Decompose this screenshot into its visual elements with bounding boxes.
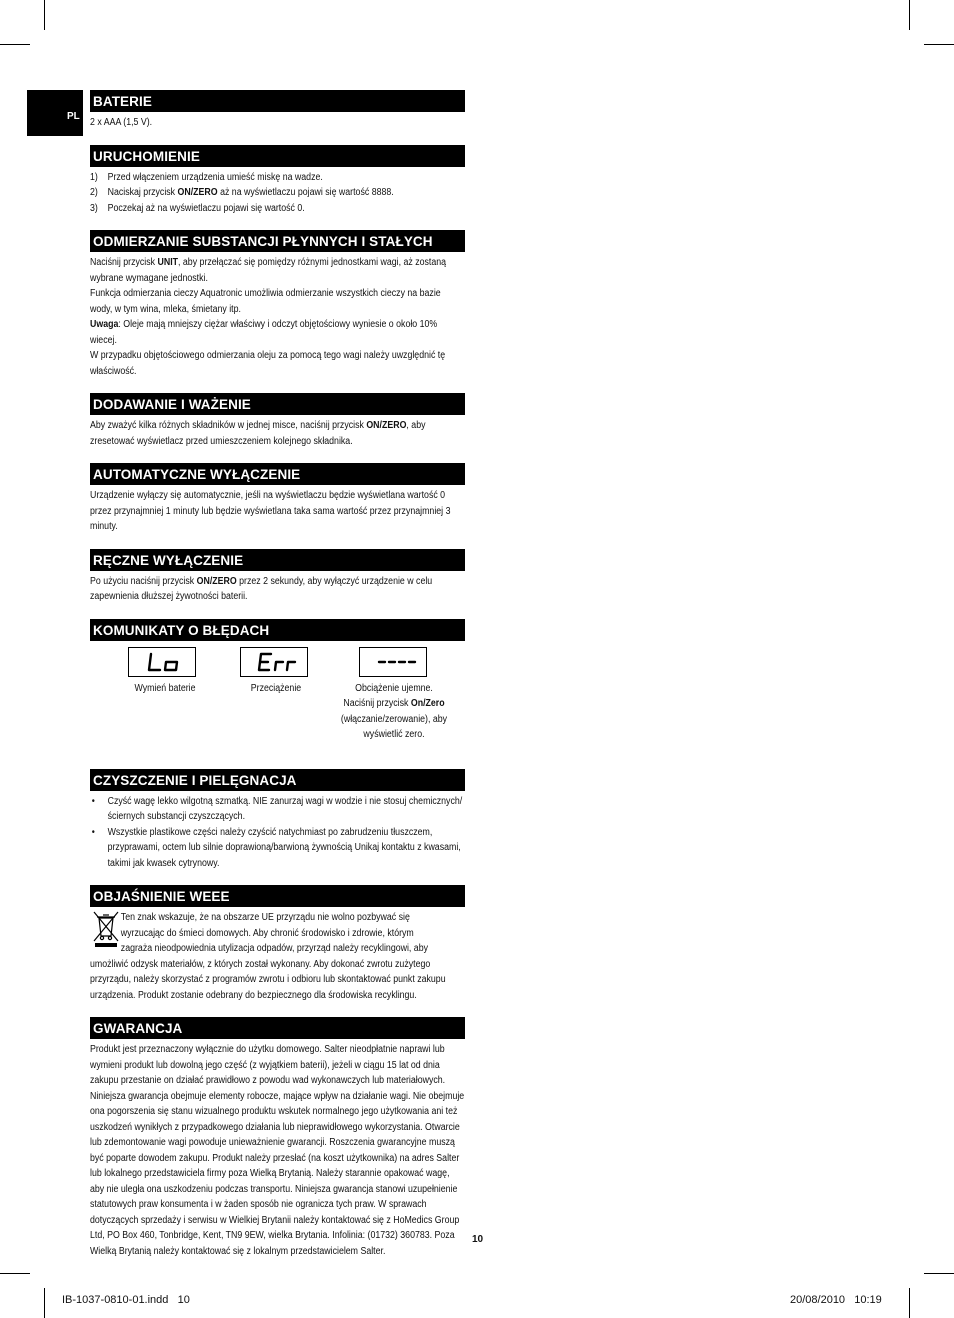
list-item — [90, 185, 465, 201]
list-text: Czyść wagę lekko wilgotną szmatką. NIE zanurzaj wagi w wodzie i nie stosuj chemicznych/ściernych substancji czyszczących. — [107, 795, 463, 822]
section-czyszczenie — [90, 769, 465, 872]
text: Naciśnij przycisk — [343, 698, 411, 709]
section-heading: ODMIERZANIE SUBSTANCJI PŁYNNYCH I STAŁYCH — [90, 230, 465, 252]
weee-line: wyrzucając do śmieci domowych. Aby chronić środowisko i zdrowie, którym — [120, 927, 414, 939]
text: przez 2 sekundy, aby wyłączyć urządzenie w celu zapewnienia dłuższej żywotności baterii. — [90, 575, 433, 602]
section-body — [90, 112, 465, 131]
section-uruchomienie — [90, 145, 465, 217]
bullet: • — [91, 795, 95, 807]
list-text: aż na wyświetlaczu pojawi się wartość 8888. — [217, 187, 394, 198]
list-number: 2) — [90, 187, 98, 198]
list-item — [90, 794, 465, 825]
crop-mark — [44, 1288, 45, 1318]
section-heading: RĘCZNE WYŁĄCZENIE — [90, 549, 465, 571]
section-body — [90, 415, 465, 449]
text: Po użyciu naciśnij przycisk — [90, 575, 197, 587]
section-body — [90, 907, 465, 1003]
caption-line: (włączanie/zerowanie), aby wyświetlić zero. — [340, 713, 448, 740]
section-manual-off — [90, 549, 465, 605]
language-tab — [27, 90, 83, 136]
paragraph — [90, 317, 465, 348]
list-text: Wszystkie plastikowe części należy czyścić natychmiast po zabrudzeniu tłuszczem, przyprawami, octem lub silnie doprawioną/barwioną żywnością Unikaj kontaktu z kwasami, takimi jak kwasek cytrynowy. — [107, 826, 461, 869]
section-auto-off — [90, 463, 465, 535]
section-gwarancja — [90, 1017, 465, 1259]
text: , aby przełączać się pomiędzy różnymi jednostkami wagi, aż zostaną wybrane wymagane jednostki. — [90, 257, 447, 284]
paragraph — [90, 255, 465, 286]
note-label: Uwaga — [90, 319, 119, 330]
paragraph: W przypadku objętościowego odmierzania oleju za pomocą tego wagi należy uwzględnić tę właściwość. — [90, 350, 446, 377]
button-name: ON/ZERO — [366, 420, 407, 431]
paragraph: Funkcja odmierzania cieczy Aquatronic umożliwia odmierzanie wszystkich cieczy na bazie wody, w tym wina, mleka, śmietany itp. — [90, 288, 441, 315]
list-text: Przed włączeniem urządzenia umieść miskę na wadze. — [107, 171, 323, 183]
text: : Oleje mają mniejszy ciężar właściwy i odczyt objętościowy wyniesie o około 10% wiecej. — [90, 319, 438, 346]
section-heading: DODAWANIE I WAŻENIE — [90, 393, 465, 415]
section-body — [90, 791, 465, 872]
button-name: On/Zero — [410, 698, 445, 709]
section-heading: URUCHOMIENIE — [90, 145, 465, 167]
crop-mark — [909, 0, 910, 30]
section-heading: CZYSZCZENIE I PIELĘGNACJA — [90, 769, 465, 791]
list-text: Naciskaj przycisk — [107, 187, 178, 198]
weee-line: zagraża nieodpowiednia utylizacja odpadów, przyrząd należy recyklingowi, aby — [120, 943, 429, 954]
list-number: 3) — [90, 202, 98, 214]
crop-mark — [924, 1273, 954, 1274]
weee-body — [90, 907, 465, 1003]
list-number: 1) — [90, 171, 98, 183]
lcd-display-err — [240, 647, 308, 677]
section-body — [90, 1039, 465, 1259]
section-body — [90, 252, 465, 379]
lcd-display-dashes — [359, 647, 427, 677]
bullet: • — [91, 826, 95, 838]
lcd-lo-glyph — [129, 648, 195, 676]
caption-line: Obciążenie ujemne. — [355, 682, 433, 694]
paragraph — [90, 574, 465, 605]
crop-mark — [0, 44, 30, 45]
list-item — [90, 825, 465, 872]
list-item — [90, 170, 465, 186]
crop-mark — [924, 44, 954, 45]
content-column — [90, 90, 465, 1273]
page-number: 10 — [472, 1234, 484, 1245]
section-baterie — [90, 90, 465, 131]
warranty-text: Produkt jest przeznaczony wyłącznie do użytku domowego. Salter nieodpłatnie naprawi lub wymieni produkt lub dowolną jego część (z wyjątkiem baterii), jeżeli w ciągu 15 lat od dnia zakupu przestanie on działać prawidłowo z powodu wad wykonawczych lub materiałowych. Niniejsza gwarancja obejmuje elementy robocze, mające wpływ na działanie wagi. Nie obejmuje ona pogorszenia się stanu wizualnego produktu wskutek normalnego jego użytkowania ani też uszkodzeń wynikłych z przypadkowego działania lub nieprawidłowego wykorzystania. Otwarcie lub zdemontowanie wagi powoduje unieważnienie gwarancji. Roszczenia gwarancyjne muszą być poparte dowodem zakupu. Produkt należy przesłać (na koszt użytkownika) na adres Salter lub lokalnego przedstawiciela firmy poza Wielką Brytanią. Należy starannie opakować wagę, aby nie uległa ona uszkodzeniu podczas transportu. Niniejsza gwarancja stanowi uzupełnienie statutowych praw konsumenta i w żaden sposób nie ogranicza tych praw. W sprawach dotyczących sprzedaży i serwisu w Wielkiej Brytanii należy kontaktować się z HoMedics Group Ltd, PO Box 460, Tonbridge, Kent, TN9 9EW, wielka Brytania. Infolinia: (01732) 360783. Poza Wielką Brytanią należy kontaktować się z lokalnym przedstawicielem Salter. — [90, 1044, 465, 1257]
text: Naciśnij przycisk — [90, 257, 158, 268]
section-body — [90, 571, 465, 605]
section-heading: AUTOMATYCZNE WYŁĄCZENIE — [90, 463, 465, 485]
crop-mark — [44, 0, 45, 30]
slug-date: 20/08/2010 10:19 — [790, 1294, 882, 1306]
list-item — [90, 201, 465, 217]
section-odmierzanie — [90, 230, 465, 379]
weee-text: umożliwić odzysk materiałów, z których został wykonany. Aby dokonać zwrotu zużytego przyrządu, należy skorzystać z programów zwrotu i odbioru lub skontaktować punkt zakupu urządzenia. Produkt zostanie odebrany do bezpiecznego dla środowiska recyklingu. — [90, 958, 446, 1001]
caption-dashes — [332, 681, 455, 743]
button-name: UNIT — [157, 257, 179, 268]
lcd-display-lo — [128, 647, 196, 677]
caption-line — [332, 696, 455, 712]
caption-err: Przeciążenie — [250, 682, 302, 694]
paragraph — [90, 418, 465, 449]
section-weee — [90, 885, 465, 1003]
error-displays — [90, 647, 465, 757]
caption-lo: Wymień baterie — [134, 682, 196, 694]
section-heading: KOMUNIKATY O BŁĘDACH — [90, 619, 465, 641]
section-heading: GWARANCJA — [90, 1017, 465, 1039]
battery-text: 2 x AAA (1,5 V). — [90, 117, 153, 128]
crop-mark — [909, 1288, 910, 1318]
section-body — [90, 167, 465, 217]
weee-line: Ten znak wskazuje, że na obszarze UE przyrządu nie wolno pozbywać się — [120, 912, 410, 923]
section-heading: OBJAŚNIENIE WEEE — [90, 885, 465, 907]
section-body — [90, 485, 465, 535]
section-dodawanie — [90, 393, 465, 449]
button-name: ON/ZERO — [177, 187, 218, 198]
section-heading: BATERIE — [90, 90, 465, 112]
slug-filename: IB-1037-0810-01.indd 10 — [62, 1294, 190, 1306]
text: , aby zresetować wyświetlacz przed umieszczeniem kolejnego składnika. — [90, 420, 426, 447]
language-tab-label: PL — [67, 111, 80, 122]
button-name: ON/ZERO — [196, 575, 237, 587]
crop-mark — [0, 1273, 30, 1274]
text: Aby zważyć kilka różnych składników w jednej misce, naciśnij przycisk — [90, 420, 367, 431]
paragraph: Urządzenie wyłączy się automatycznie, jeśli na wyświetlaczu będzie wyświetlana wartość 0 przez przynajmniej 1 minuty lub będzie wyświetlana taka sama wartość przez przynajmniej 3 minuty. — [90, 490, 451, 532]
lcd-dashes-glyph — [360, 648, 426, 676]
list-text: Poczekaj aż na wyświetlaczu pojawi się wartość 0. — [107, 202, 305, 214]
section-errors — [90, 619, 465, 757]
lcd-err-glyph — [241, 648, 307, 676]
